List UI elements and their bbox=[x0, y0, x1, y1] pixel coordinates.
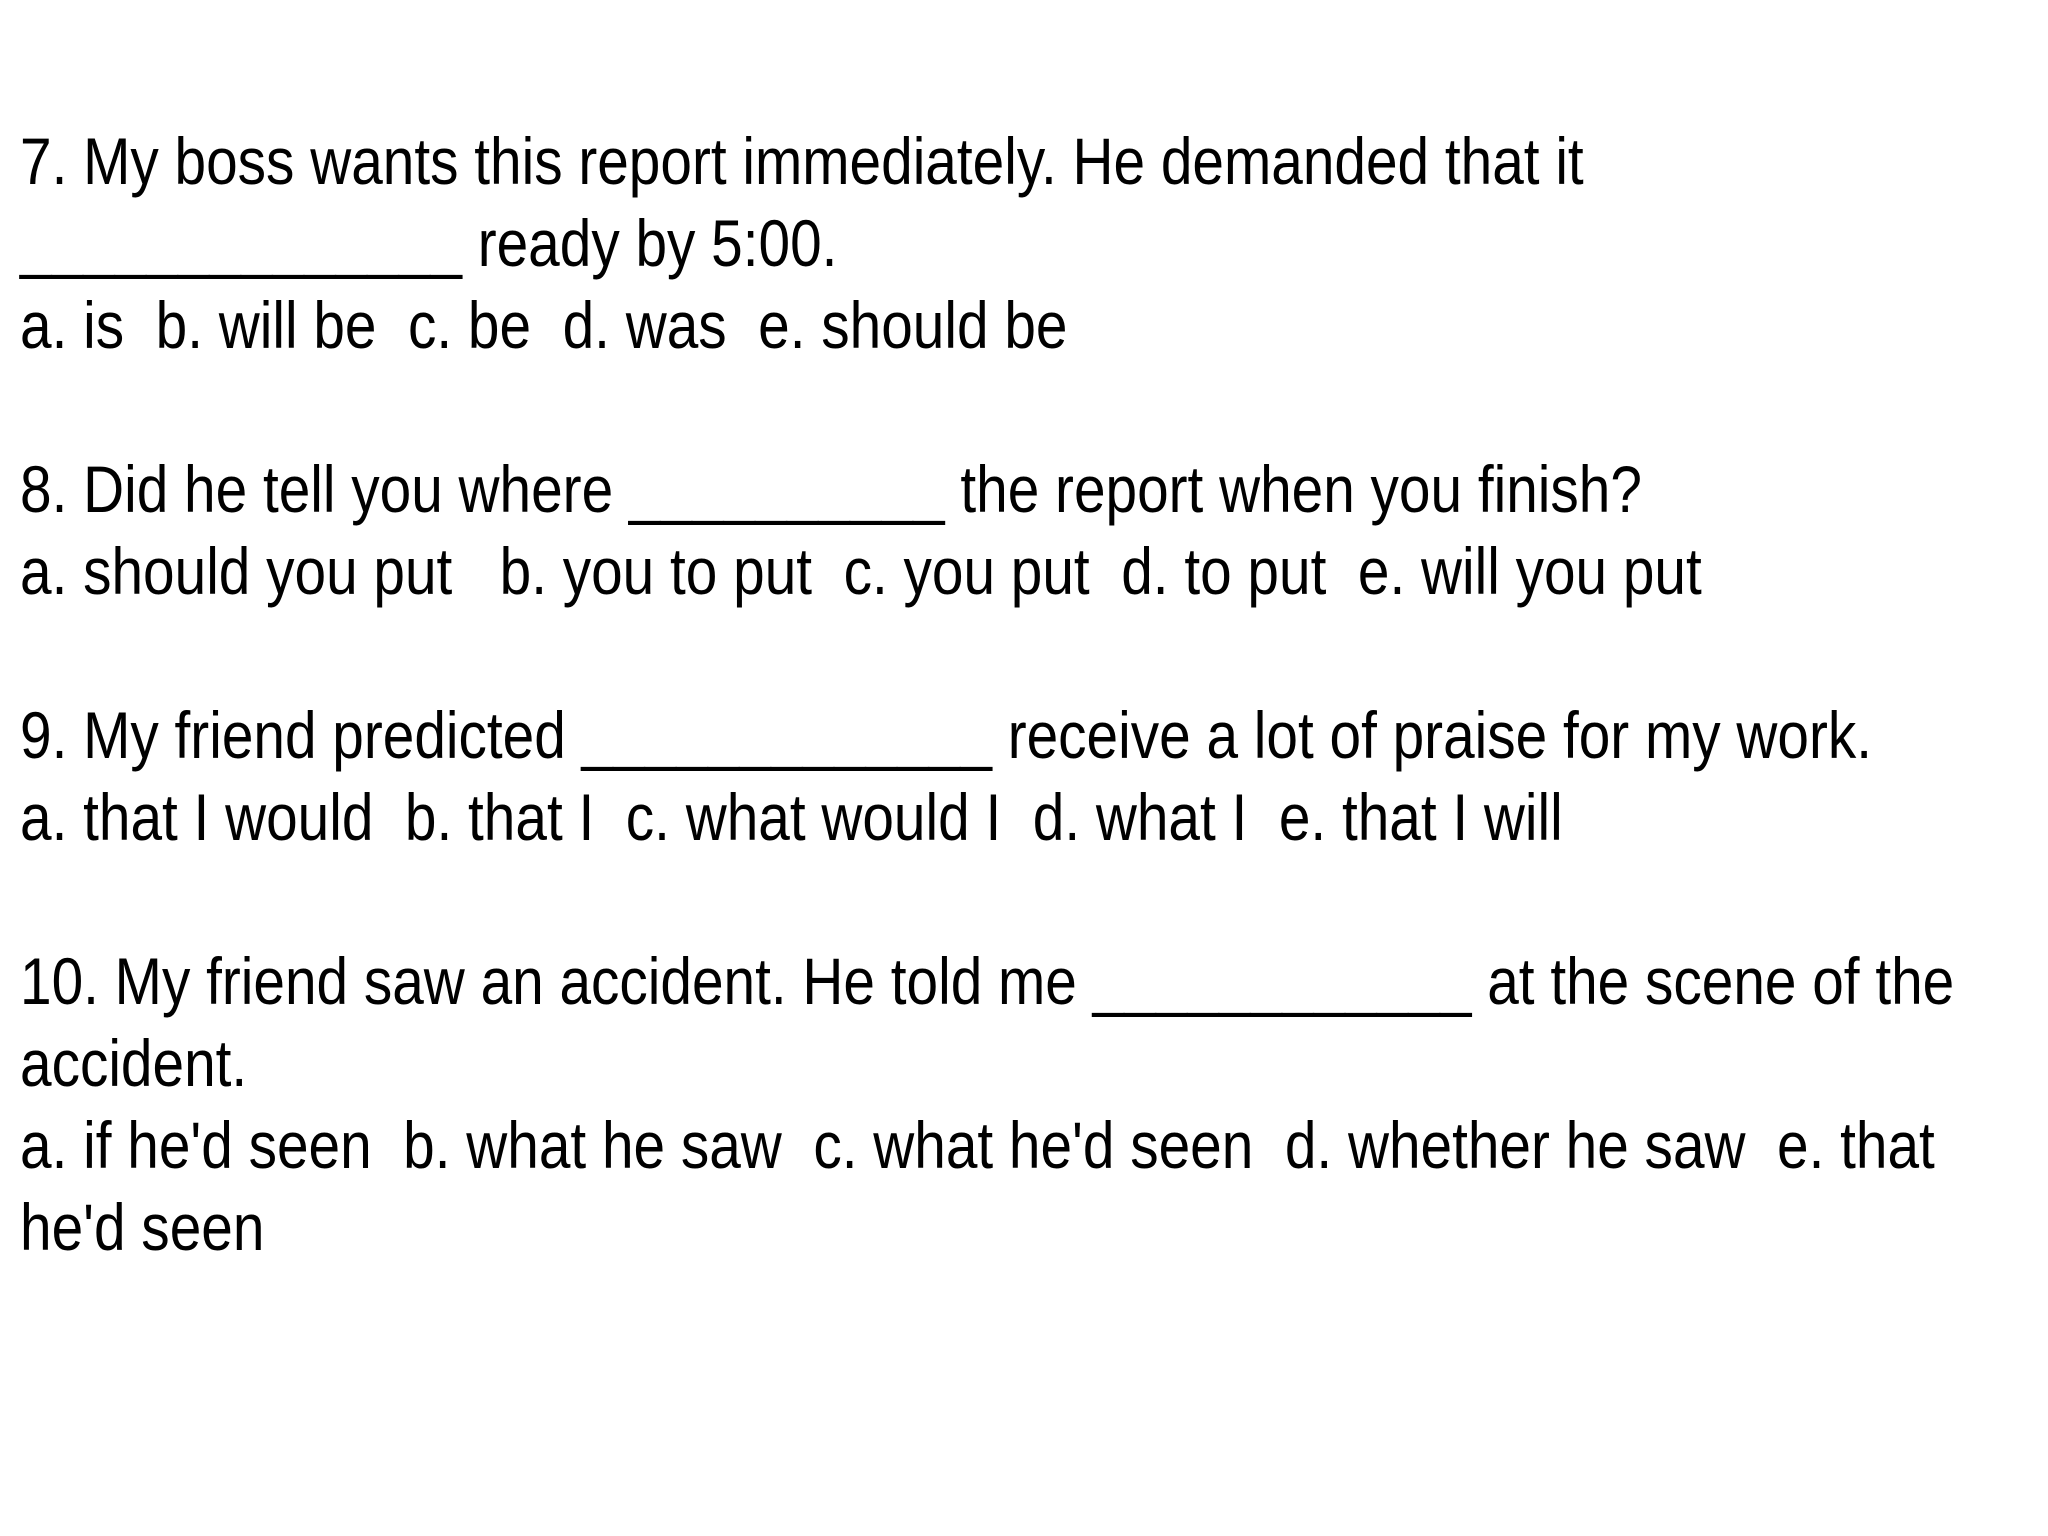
question-stem: 7. My boss wants this report immediately. He demanded that it ______________ ready by 5:00. bbox=[20, 124, 1600, 280]
answer-options: a. that I would b. that I c. what would I d. what I e. that I will bbox=[20, 780, 1563, 854]
answer-options: a. is b. will be c. be d. was e. should be bbox=[20, 288, 1068, 362]
question-8 bbox=[20, 448, 2032, 612]
question-10 bbox=[20, 940, 2032, 1268]
answer-options: a. if he'd seen b. what he saw c. what he'd seen d. whether he saw e. that he'd seen bbox=[20, 1108, 1951, 1264]
question-stem: 10. My friend saw an accident. He told me ____________ at the scene of the accident. bbox=[20, 944, 1971, 1100]
question-stem: 8. Did he tell you where __________ the report when you finish? bbox=[20, 452, 1642, 526]
answer-options: a. should you put b. you to put c. you put d. to put e. will you put bbox=[20, 534, 1702, 608]
worksheet-page bbox=[20, 120, 2032, 1350]
question-7 bbox=[20, 120, 2032, 366]
question-9 bbox=[20, 694, 2032, 858]
question-stem: 9. My friend predicted _____________ receive a lot of praise for my work. bbox=[20, 698, 1873, 772]
